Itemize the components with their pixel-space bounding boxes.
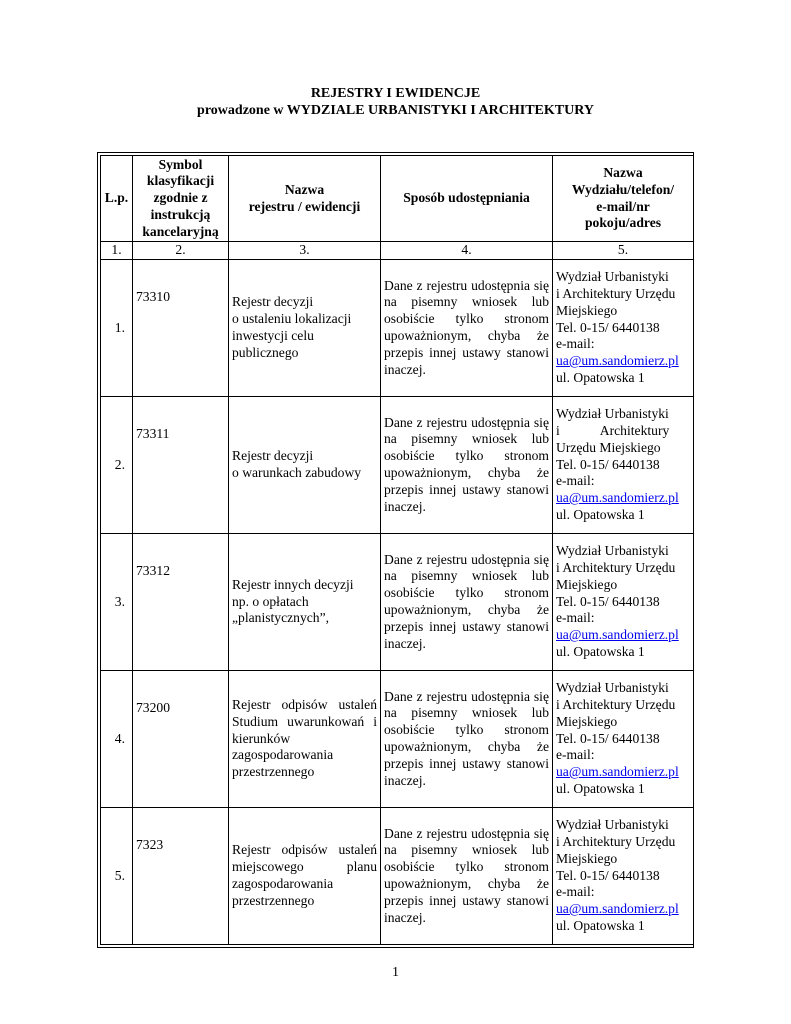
row-symbol: 73310 xyxy=(133,260,229,397)
department-address: ul. Opatowska 1 xyxy=(556,780,645,796)
header-symbol: Symbol klasyfikacji zgodnie z instrukcją kancelaryjną xyxy=(133,156,229,242)
col-number: 1. xyxy=(101,242,133,260)
register-name-line: Rejestr odpisów ustaleń miejscowego planu zagospodarowania przestrzennego xyxy=(232,842,377,908)
department-line: i Architektury Urzędu xyxy=(556,697,676,712)
email-link[interactable]: ua@um.sandomierz.pl xyxy=(556,353,679,369)
department-line: i Architektury Urzędu xyxy=(556,286,676,301)
column-number-row xyxy=(101,242,694,260)
department-line: Miejskiego xyxy=(556,302,618,318)
register-name-line: Rejestr odpisów ustaleń Studium uwarunkowań i kierunków zagospodarowania przestrzennego xyxy=(232,697,377,780)
row-register-name xyxy=(229,671,381,808)
department-line: Miejskiego xyxy=(556,850,618,866)
register-name-line: publicznego xyxy=(232,344,299,360)
row-department-contact xyxy=(553,534,694,671)
department-address: ul. Opatowska 1 xyxy=(556,369,645,385)
department-line: e-mail: xyxy=(556,610,595,626)
register-name-line: Rejestr innych decyzji xyxy=(232,576,354,592)
registers-table xyxy=(100,155,694,945)
row-lp: 5. xyxy=(101,808,133,945)
department-line: Tel. 0-15/ 6440138 xyxy=(556,593,660,609)
table-row xyxy=(101,808,694,945)
row-register-name xyxy=(229,260,381,397)
table-row xyxy=(101,534,694,671)
department-line: Tel. 0-15/ 6440138 xyxy=(556,867,660,883)
row-register-name xyxy=(229,808,381,945)
department-line: Wydział Urbanistyki xyxy=(556,269,669,285)
header-nazwa: Nazwa rejestru / ewidencji xyxy=(229,156,381,242)
department-line: i Architektury Urzędu xyxy=(556,834,676,849)
email-link[interactable]: ua@um.sandomierz.pl xyxy=(556,490,679,506)
row-department-contact xyxy=(553,397,694,534)
row-symbol: 73312 xyxy=(133,534,229,671)
row-access-method: Dane z rejestru udostępnia się na pisemny wniosek lub osobiście tylko stronom upoważnionym, chyba że przepis innej ustawy stanowi inaczej. xyxy=(381,671,553,808)
department-line: e-mail: xyxy=(556,747,595,763)
document-subtitle: prowadzone w WYDZIALE URBANISTYKI I ARCHITEKTURY xyxy=(197,103,594,118)
row-access-method: Dane z rejestru udostępnia się na pisemny wniosek lub osobiście tylko stronom upoważnionym, chyba że przepis innej ustawy stanowi inaczej. xyxy=(381,260,553,397)
table-row xyxy=(101,671,694,808)
department-line: Tel. 0-15/ 6440138 xyxy=(556,456,660,472)
department-address: ul. Opatowska 1 xyxy=(556,506,645,522)
register-name-line: „planistycznych”, xyxy=(232,610,330,626)
department-address: ul. Opatowska 1 xyxy=(556,917,645,933)
row-department-contact xyxy=(553,260,694,397)
department-line: Tel. 0-15/ 6440138 xyxy=(556,319,660,335)
email-link[interactable]: ua@um.sandomierz.pl xyxy=(556,627,679,643)
register-name-line: o ustaleniu lokalizacji xyxy=(232,311,352,327)
row-department-contact xyxy=(553,671,694,808)
col-number: 3. xyxy=(229,242,381,260)
department-line: Wydział Urbanistyki xyxy=(556,817,669,833)
header-lp: L.p. xyxy=(101,156,133,242)
department-line: Urzędu Miejskiego xyxy=(556,439,661,455)
email-link[interactable]: ua@um.sandomierz.pl xyxy=(556,901,679,917)
page-number: 1 xyxy=(392,965,399,980)
col-number: 5. xyxy=(553,242,694,260)
department-line: e-mail: xyxy=(556,336,595,352)
table-row xyxy=(101,260,694,397)
department-address: ul. Opatowska 1 xyxy=(556,643,645,659)
registers-table-frame xyxy=(97,152,694,948)
row-register-name xyxy=(229,534,381,671)
col-number: 2. xyxy=(133,242,229,260)
col-number: 4. xyxy=(381,242,553,260)
register-name-line: Rejestr decyzji xyxy=(232,448,314,464)
row-lp: 4. xyxy=(101,671,133,808)
row-symbol: 73311 xyxy=(133,397,229,534)
row-lp: 2. xyxy=(101,397,133,534)
row-symbol: 73200 xyxy=(133,671,229,808)
department-line: e-mail: xyxy=(556,473,595,489)
department-line: Miejskiego xyxy=(556,713,618,729)
row-register-name xyxy=(229,397,381,534)
department-line: Wydział Urbanistyki xyxy=(556,406,669,422)
register-name-line: Rejestr decyzji xyxy=(232,294,314,310)
department-line: Tel. 0-15/ 6440138 xyxy=(556,730,660,746)
register-name-line: o warunkach zabudowy xyxy=(232,465,362,480)
document-title: REJESTRY I EWIDENCJE xyxy=(310,86,481,101)
table-row xyxy=(101,397,694,534)
department-line: Wydział Urbanistyki xyxy=(556,680,669,696)
row-symbol: 7323 xyxy=(133,808,229,945)
department-line: Miejskiego xyxy=(556,576,618,592)
department-line: Wydział Urbanistyki xyxy=(556,543,669,559)
row-lp: 3. xyxy=(101,534,133,671)
register-name-line: np. o opłatach xyxy=(232,593,309,609)
row-access-method: Dane z rejestru udostępnia się na pisemny wniosek lub osobiście tylko stronom upoważnionym, chyba że przepis innej ustawy stanowi inaczej. xyxy=(381,808,553,945)
department-line: i Architektury xyxy=(556,423,670,438)
row-department-contact xyxy=(553,808,694,945)
email-link[interactable]: ua@um.sandomierz.pl xyxy=(556,764,679,780)
header-wydzial: Nazwa Wydziału/telefon/ e-mail/nr pokoju/adres xyxy=(553,156,694,242)
row-access-method: Dane z rejestru udostępnia się na pisemny wniosek lub osobiście tylko stronom upoważnionym, chyba że przepis innej ustawy stanowi inaczej. xyxy=(381,534,553,671)
register-name-line: inwestycji celu xyxy=(232,328,314,343)
department-line: e-mail: xyxy=(556,884,595,900)
header-sposob: Sposób udostępniania xyxy=(381,156,553,242)
row-access-method: Dane z rejestru udostępnia się na pisemny wniosek lub osobiście tylko stronom upoważnionym, chyba że przepis innej ustawy stanowi inaczej. xyxy=(381,397,553,534)
row-lp: 1. xyxy=(101,260,133,397)
department-line: i Architektury Urzędu xyxy=(556,560,676,575)
